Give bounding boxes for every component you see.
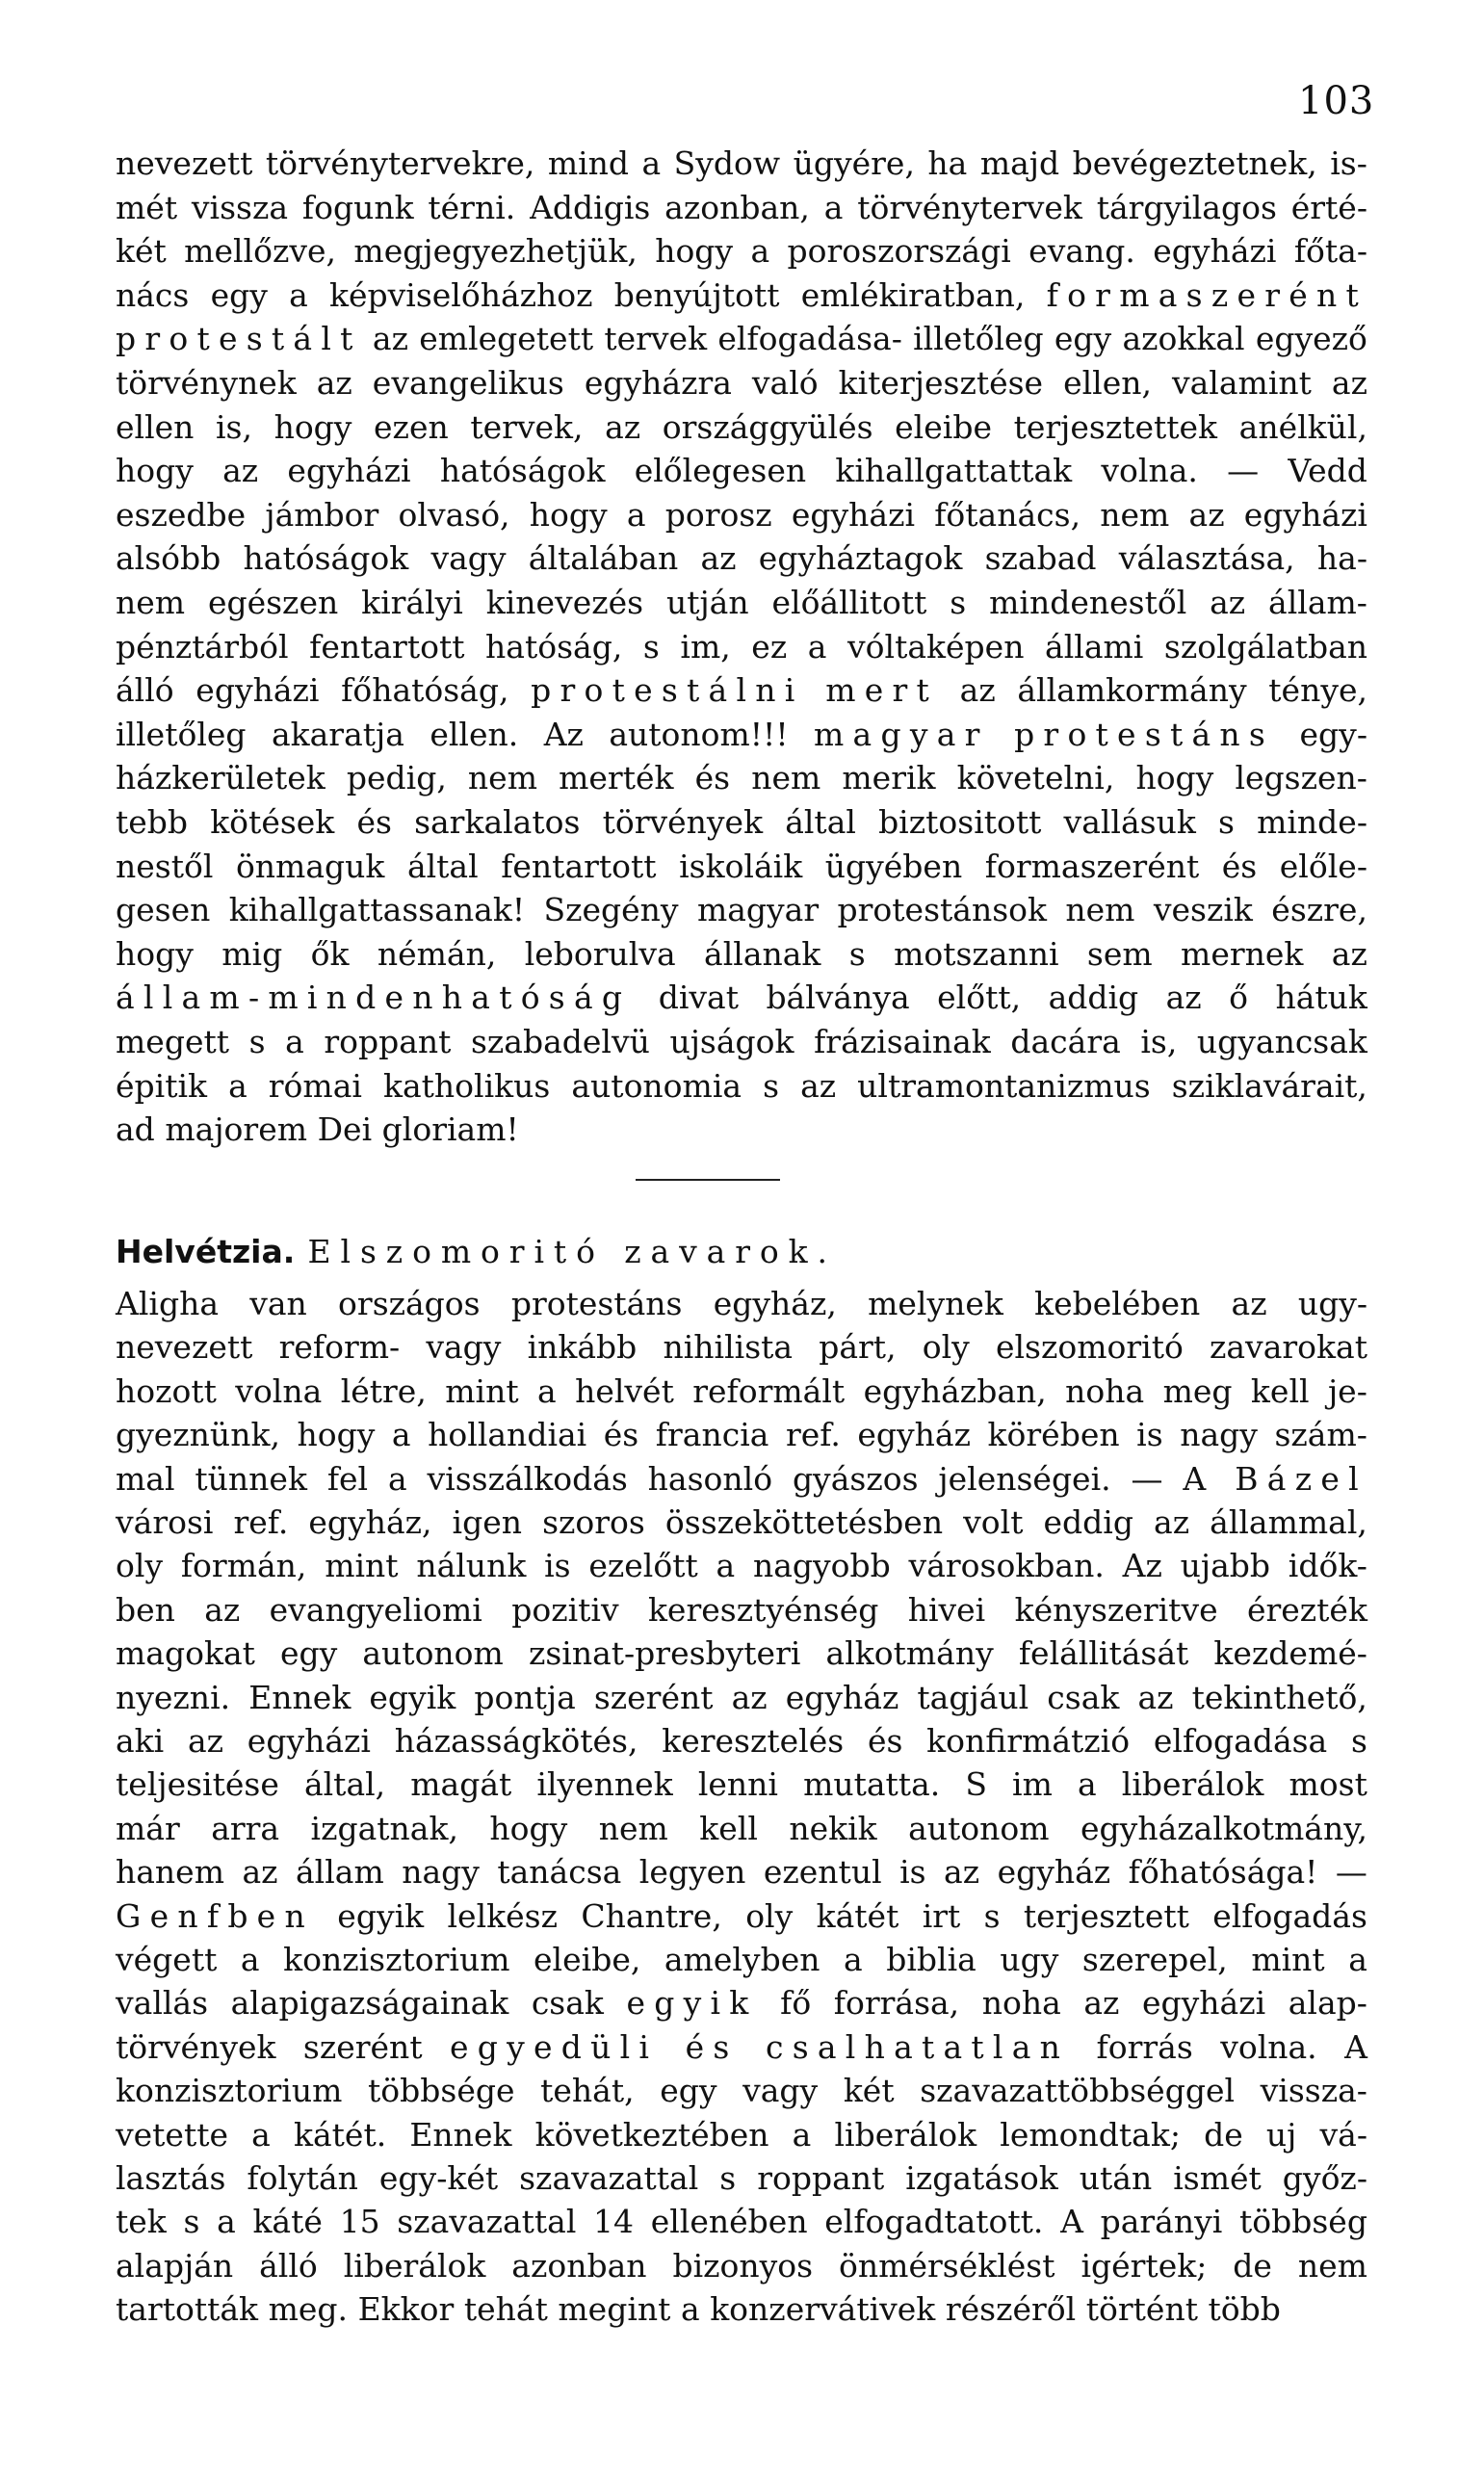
text-line: pénztárból fentartott hatóság, s im, ez a vóltaképen állami szolgálatban	[116, 627, 1367, 666]
text-line: aki az egyházi házasságkötés, keresztelés és konfirmátzió elfogadása s	[116, 1722, 1367, 1760]
text-line: lasztás folytán egy-két szavazattal s roppant izgatások után ismét győz-	[116, 2159, 1367, 2197]
text-line: protestált az emlegetett tervek elfogadása- illetőleg egy azokkal egyező	[116, 320, 1367, 358]
page-number: 103	[1298, 79, 1375, 123]
text-line: teljesitése által, magát ilyennek lenni mutatta. S im a liberálok most	[116, 1765, 1367, 1804]
text-line: hozott volna létre, mint a helvét reformált egyházban, noha meg kell je-	[116, 1371, 1367, 1410]
text-line: vallás alapigazságainak csak egyik fő forrása, noha az egyházi alap-	[116, 1984, 1367, 2023]
text-line: nács egy a képviselőházhoz benyújtott emlékiratban, formaszerént	[116, 275, 1367, 314]
text-line: mal tünnek fel a visszálkodás hasonló gyászos jelenségei. — A Bázel	[116, 1459, 1367, 1498]
text-line: ad majorem Dei gloriam!	[116, 1110, 519, 1149]
text-line: eszedbe jámbor olvasó, hogy a porosz egyházi főtanács, nem az egyházi	[116, 495, 1367, 534]
text-line: alsóbb hatóságok vagy általában az egyháztagok szabad választása, ha-	[116, 539, 1367, 578]
text-line: törvénynek az evangelikus egyházra való kiterjesztése ellen, valamint az	[116, 364, 1367, 402]
text-line: illetőleg akaratja ellen. Az autonom!!! magyar protestáns egy-	[116, 715, 1367, 753]
heading-subtitle: Elszomoritó zavarok.	[307, 1233, 837, 1270]
text-line: nestől önmaguk által fentartott iskoláik ügyében formaszerént és előle-	[116, 847, 1367, 885]
section-divider	[636, 1179, 780, 1181]
text-line: már arra izgatnak, hogy nem kell nekik autonom egyházalkotmány,	[116, 1809, 1367, 1847]
text-line: városi ref. egyház, igen szoros összeköttetésben volt eddig az állammal,	[116, 1503, 1367, 1541]
text-line: házkerületek pedig, nem merték és nem merik követelni, hogy legszen-	[116, 759, 1367, 797]
text-line: ben az evangyeliomi pozitiv keresztyénség hivei kényszeritve érezték	[116, 1590, 1367, 1629]
text-line: gyeznünk, hogy a hollandiai és francia ref. egyház körében is nagy szám-	[116, 1416, 1367, 1454]
text-line: nem egészen királyi kinevezés utján előállitott s mindenestől az állam-	[116, 584, 1367, 621]
text-line: állam-mindenhatóság divat bálványa előtt, addig az ő hátuk	[116, 979, 1367, 1017]
text-line: Aligha van országos protestáns egyház, melynek kebelében az ugy-	[116, 1285, 1367, 1322]
text-line: alapján álló liberálok azonban bizonyos önmérséklést igértek; de nem	[116, 2246, 1367, 2285]
text-line: tek s a káté 15 szavazattal 14 ellenében elfogadtatott. A parányi többség	[116, 2203, 1367, 2241]
text-line: oly formán, mint nálunk is ezelőtt a nagyobb városokban. Az ujabb idők-	[116, 1547, 1367, 1585]
text-line: két mellőzve, megjegyezhetjük, hogy a poroszországi evang. egyházi főta-	[116, 232, 1367, 271]
text-line: nyezni. Ennek egyik pontja szerént az egyház tagjául csak az tekinthető,	[116, 1678, 1367, 1716]
text-line: ellen is, hogy ezen tervek, az országgyülés eleibe terjesztettek anélkül,	[116, 407, 1367, 446]
text-line: épitik a római katholikus autonomia s az ultramontanizmus sziklavárait,	[116, 1066, 1367, 1105]
text-line: törvények szerént egyedüli és csalhatatlan forrás volna. A	[116, 2027, 1367, 2066]
text-line: álló egyházi főhatóság, protestálni mert az államkormány ténye,	[116, 671, 1367, 710]
text-line: hogy mig ők némán, leborulva állanak s motszanni sem mernek az	[116, 934, 1367, 973]
text-line: mét vissza fogunk térni. Addigis azonban, a törvénytervek tárgyilagos érté-	[116, 188, 1367, 226]
text-line: tartották meg. Ekkor tehát megint a konzervátivek részéről történt több	[116, 2290, 1281, 2329]
text-line: hogy az egyházi hatóságok előlegesen kihallgattattak volna. — Vedd	[116, 452, 1367, 490]
text-line: magokat egy autonom zsinat-presbyteri alkotmány felállitását kezdemé-	[116, 1634, 1367, 1673]
text-line: Genfben egyik lelkész Chantre, oly kátét irt s terjesztett elfogadás	[116, 1896, 1367, 1935]
text-line: nevezett reform- vagy inkább nihilista párt, oly elszomoritó zavarokat	[116, 1328, 1367, 1367]
text-line: tebb kötések és sarkalatos törvények által biztositott vallásuk s minde-	[116, 803, 1367, 841]
text-line: végett a konzisztorium eleibe, amelyben a biblia ugy szerepel, mint a	[116, 1941, 1367, 1978]
text-line: megett s a roppant szabadelvü ujságok frázisainak dacára is, ugyancsak	[116, 1023, 1367, 1060]
text-line: nevezett törvénytervekre, mind a Sydow ügyére, ha majd bevégeztetnek, is-	[116, 144, 1367, 182]
heading-title: Helvétzia.	[116, 1233, 296, 1270]
text-line: konzisztorium többsége tehát, egy vagy két szavazattöbbséggel vissza-	[116, 2072, 1367, 2110]
text-line: hanem az állam nagy tanácsa legyen ezentul is az egyház főhatósága! —	[116, 1853, 1367, 1892]
text-line: vetette a kátét. Ennek következtében a liberálok lemondtak; de uj vá-	[116, 2115, 1367, 2154]
text-line: gesen kihallgattassanak! Szegény magyar protestánsok nem veszik észre,	[116, 891, 1367, 929]
section-heading	[116, 1231, 1367, 1273]
